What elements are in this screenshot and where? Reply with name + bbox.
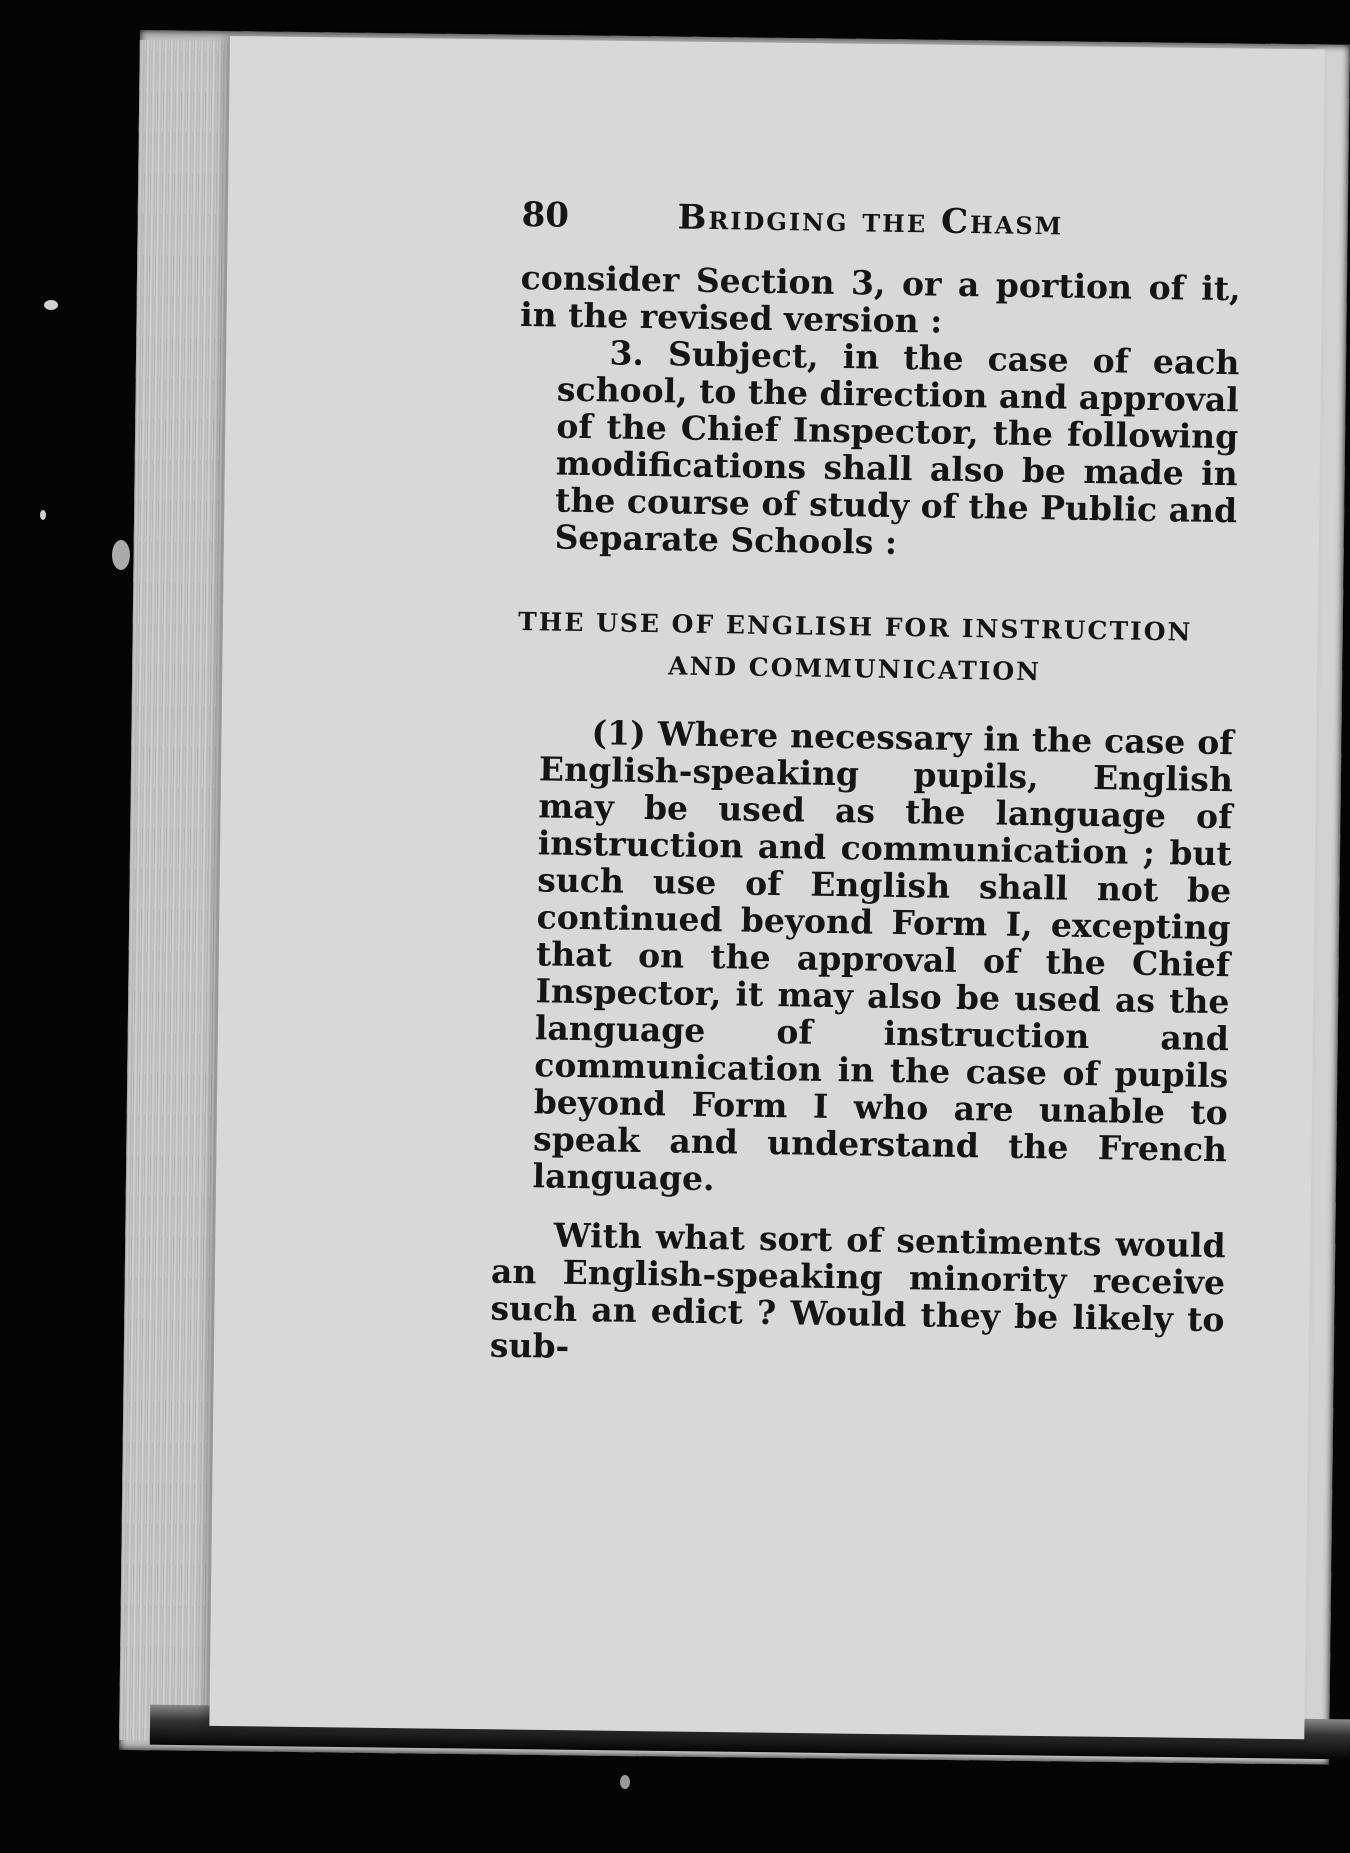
scan-speck [620,1775,630,1789]
quoted-section-text: 3. Subject, in the case of each school, to the direction and approval of the Chief Inspector, the following modifications shall also be made in the course of study of the Public and Separate Schools : [554,333,1240,562]
clause-block [532,713,1233,1205]
closing-block [490,1216,1226,1376]
clause-1-text: (1) Where necessary in the case of English-speaking pupils, English may be used as the language of instruction and communication ; but such use of English shall not be continued beyond Form I, excepting that on the approval of the Chief Inspector, it may also be used as the language of instruction and communication in the case of pupils beyond Form I who are unable to speak and understand the French language. [532,713,1234,1199]
intro-paragraph: consider Section 3, or a portion of it, in the revised version : [519,257,1241,341]
section-heading-line-1: THE USE OF ENGLISH FOR INSTRUCTION [517,606,1193,647]
scan-speck [40,510,46,520]
section-heading [474,600,1235,696]
scan-speck [44,300,58,310]
book-title: Bridging the Chasm [677,197,1064,244]
scan-speck [112,540,130,570]
quoted-section [554,334,1239,567]
section-heading-line-2: AND COMMUNICATION [667,651,1042,687]
page-number: 80 [521,195,570,236]
page-content [489,195,1242,1375]
closing-paragraph: With what sort of sentiments would an English-speaking minority receive such an edict ? Would they be likely to sub- [489,1215,1226,1366]
